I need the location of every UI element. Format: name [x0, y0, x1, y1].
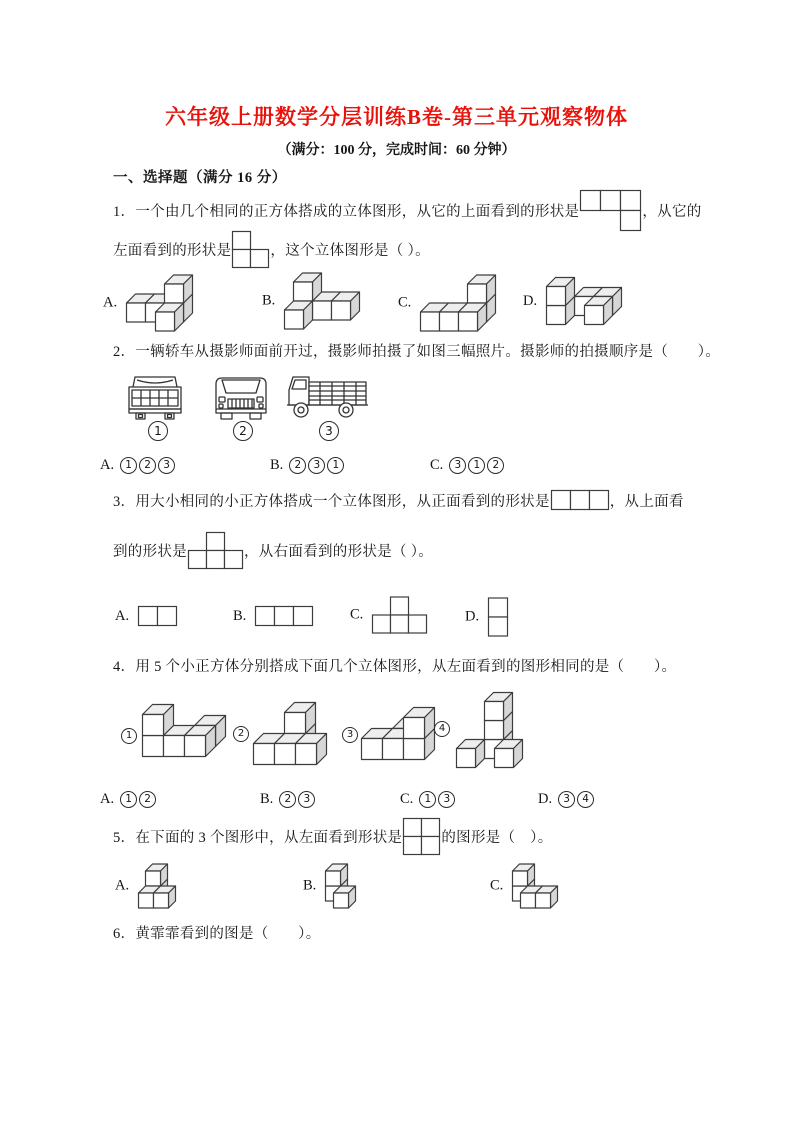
q5-option-a-cubes-figure — [137, 863, 177, 910]
q2-text: 2．一辆轿车从摄影师面前开过，摄影师拍摄了如图三幅照片。摄影师的拍摄顺序是（ ）。 — [113, 343, 721, 360]
option-label: D. — [465, 608, 480, 625]
q3-text-2: ，从上面看 — [609, 493, 684, 510]
figure-2-circled-number: 2 — [233, 726, 249, 742]
option-label: A. — [100, 791, 115, 807]
exam-meta: （满分：100 分，完成时间：60 分钟） — [277, 143, 516, 158]
q3-front-view-figure — [550, 489, 610, 511]
q2-option-b — [270, 457, 345, 474]
photo-1-circled-number: 1 — [148, 421, 168, 441]
circled-number: 2 — [487, 457, 504, 474]
q1-option-a-cubes-figure — [125, 274, 194, 333]
circled-number: 3 — [298, 791, 315, 808]
option-label: B. — [303, 877, 317, 894]
q5-text-2: 的图形是（ ）。 — [441, 829, 553, 846]
circled-number: 1 — [419, 791, 436, 808]
q5-option-c-cubes-figure — [511, 863, 559, 910]
q4-option-b — [260, 791, 316, 808]
option-label: B. — [262, 292, 276, 309]
q1-text-4: ，这个立体图形是（ ）。 — [270, 242, 430, 259]
circled-number: 2 — [139, 457, 156, 474]
question-1-line-1 — [113, 186, 702, 234]
q1-option-b — [262, 272, 361, 331]
q3-text-3: 到的形状是 — [113, 543, 187, 560]
truck-side-view-photo — [282, 369, 372, 421]
option-label: B. — [260, 791, 274, 807]
q6-text: 6．黄霏霏看到的图是（ ）。 — [113, 925, 321, 942]
q4-figure-4-cubes — [455, 691, 524, 769]
circled-number: 1 — [327, 457, 344, 474]
circled-number: 1 — [120, 791, 137, 808]
circled-number: 2 — [139, 791, 156, 808]
option-label: B. — [233, 607, 247, 624]
q5-option-b — [303, 863, 357, 910]
question-5-text — [113, 814, 553, 858]
q1-option-b-cubes-figure — [283, 272, 361, 331]
circled-number: 2 — [279, 791, 296, 808]
q3-option-d — [465, 597, 509, 638]
q1-top-view-figure — [579, 189, 642, 232]
q2-option-c — [430, 457, 505, 474]
q4-text: 4．用 5 个小正方体分别搭成下面几个立体图形，从左面看到的图形相同的是（ ）。 — [113, 658, 677, 675]
circled-number: 2 — [289, 457, 306, 474]
q4-figure-2-cubes — [252, 701, 328, 766]
q2-option-a — [100, 457, 176, 474]
q3-option-a — [115, 605, 178, 627]
circled-number: 1 — [468, 457, 485, 474]
q5-left-view-figure — [402, 817, 441, 856]
q3-option-b — [233, 605, 314, 627]
figure-4-circled-number: 4 — [434, 721, 450, 737]
option-label: A. — [103, 294, 118, 311]
q4-option-a — [100, 791, 157, 808]
figure-3-circled-number: 3 — [342, 727, 358, 743]
q4-option-c — [400, 791, 456, 808]
q1-option-d — [523, 276, 623, 326]
option-label: C. — [350, 606, 364, 623]
option-label: C. — [398, 294, 412, 311]
q3-option-c — [350, 596, 428, 635]
q1-option-c — [398, 274, 497, 333]
section-heading: 一、选择题（满分 16 分） — [113, 170, 287, 186]
figure-1-circled-number: 1 — [121, 728, 137, 744]
option-label: A. — [115, 607, 130, 624]
q3-text-1: 3．用大小相同的小正方体搭成一个立体图形，从正面看到的形状是 — [113, 493, 550, 510]
option-label: C. — [490, 877, 504, 894]
q3-option-d-figure — [487, 597, 509, 638]
circled-number: 3 — [449, 457, 466, 474]
question-4-text — [113, 655, 676, 675]
truck-rear-view-photo — [122, 371, 188, 421]
q1-option-a — [103, 274, 194, 333]
circled-number: 4 — [577, 791, 594, 808]
q1-text-3: 左面看到的形状是 — [113, 242, 232, 259]
circled-number: 3 — [438, 791, 455, 808]
circled-number: 3 — [558, 791, 575, 808]
q5-option-c — [490, 863, 559, 910]
q5-option-a — [115, 863, 177, 910]
q3-option-a-figure — [137, 605, 178, 627]
question-2-text — [113, 340, 720, 360]
question-3-line-2 — [113, 528, 433, 572]
q3-option-c-figure — [371, 596, 428, 635]
question-1-line-2 — [113, 228, 430, 270]
option-label: A. — [100, 457, 115, 473]
q3-option-b-figure — [254, 605, 314, 627]
option-label: D. — [523, 292, 538, 309]
photo-3-circled-number: 3 — [319, 421, 339, 441]
option-label: A. — [115, 877, 130, 894]
q1-text-2: ，从它的 — [642, 203, 702, 220]
page-title: 六年级上册数学分层训练B卷-第三单元观察物体 — [165, 105, 628, 129]
truck-front-view-photo — [208, 371, 274, 421]
option-label: C. — [430, 457, 444, 473]
circled-number: 3 — [308, 457, 325, 474]
q1-option-c-cubes-figure — [419, 274, 497, 333]
circled-number: 3 — [158, 457, 175, 474]
option-label: B. — [270, 457, 284, 473]
q1-text-1: 1．一个由几个相同的正方体搭成的立体图形，从它的上面看到的形状是 — [113, 203, 580, 220]
q4-figure-1-cubes — [141, 703, 227, 758]
q1-left-view-figure — [231, 230, 270, 269]
q5-text-1: 5．在下面的 3 个图形中，从左面看到形状是 — [113, 829, 403, 846]
question-3-line-1 — [113, 487, 684, 513]
question-6-text — [113, 922, 321, 942]
q4-figure-3-cubes — [360, 706, 436, 761]
q4-option-d — [538, 791, 595, 808]
q3-top-view-figure — [187, 531, 244, 570]
circled-number: 1 — [120, 457, 137, 474]
photo-2-circled-number: 2 — [233, 421, 253, 441]
q5-option-b-cubes-figure — [324, 863, 357, 910]
option-label: C. — [400, 791, 414, 807]
option-label: D. — [538, 791, 553, 807]
q1-option-d-cubes-figure — [545, 276, 623, 326]
q3-text-4: ，从右面看到的形状是（ ）。 — [244, 543, 434, 560]
